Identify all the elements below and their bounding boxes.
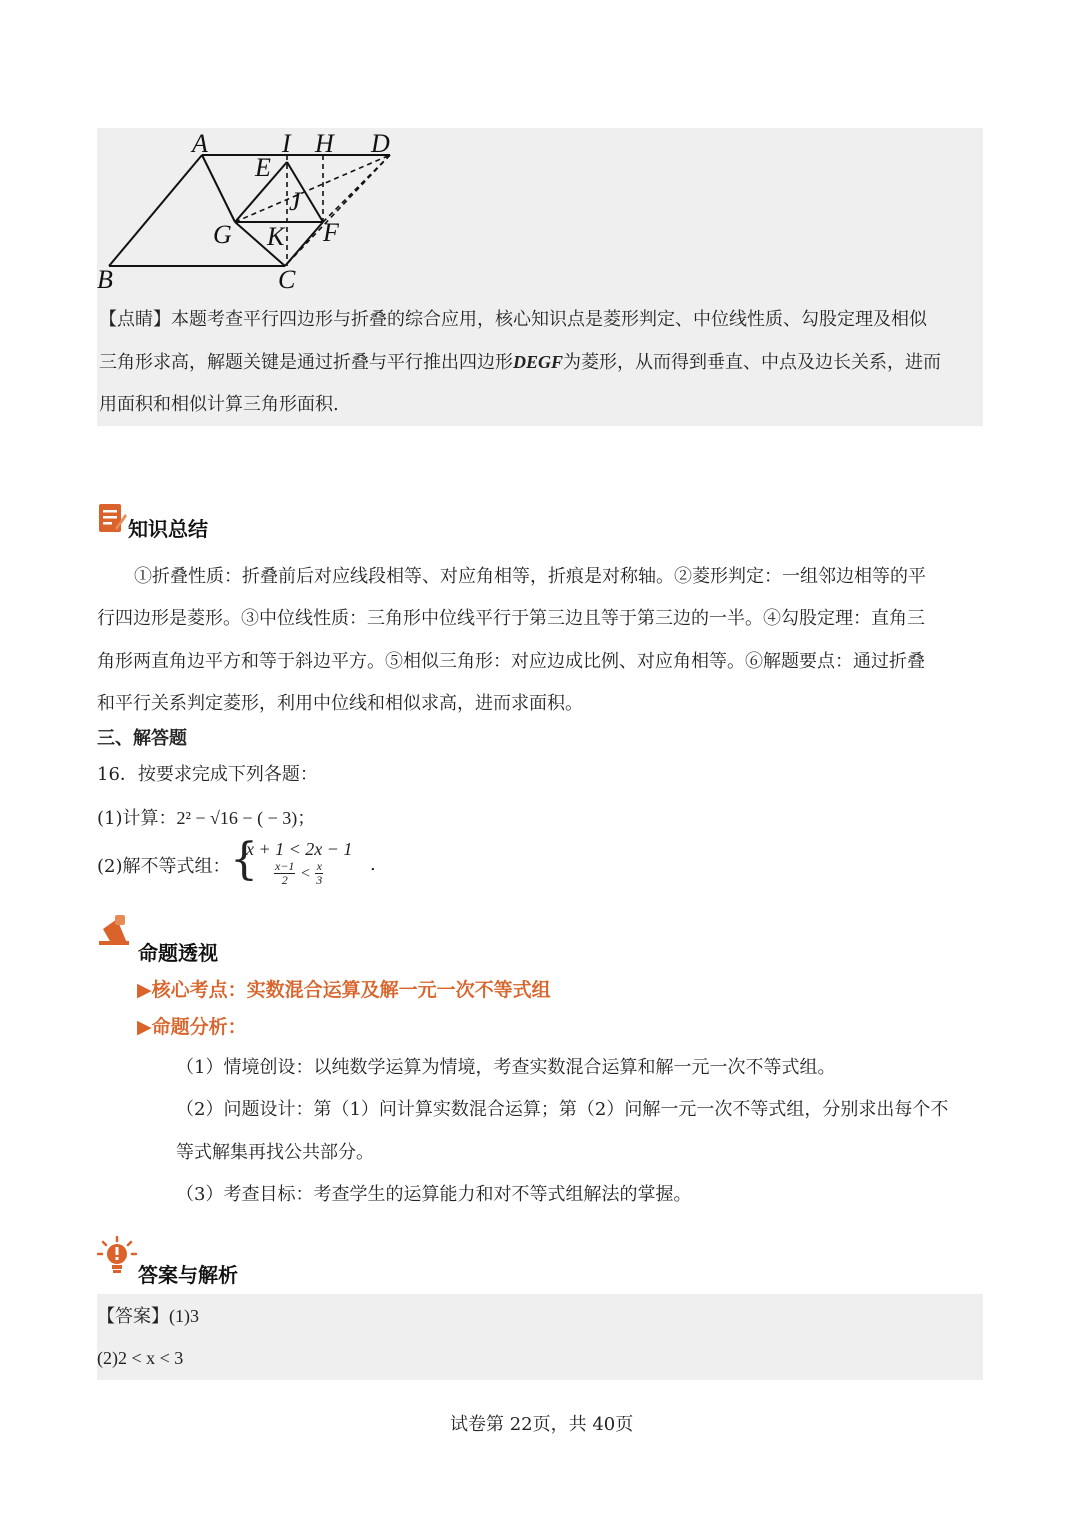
label-C: C: [278, 265, 296, 294]
question-part1: (1)计算：2² − √16 − ( − 3)；: [97, 808, 316, 829]
answer-line-2: (2)2 < x < 3: [97, 1348, 184, 1368]
label-H: H: [315, 129, 334, 158]
inequality-tail: .: [370, 854, 376, 875]
answer-line-1: 【答案】(1)3: [97, 1306, 199, 1327]
triangle-bullet-icon: ▶: [137, 979, 152, 1001]
label-E: E: [255, 153, 271, 182]
question-stem: 16．按要求完成下列各题：: [97, 764, 318, 785]
label-J: J: [289, 187, 301, 216]
knowledge-line-1: ①折叠性质：折叠前后对应线段相等、对应角相等，折痕是对称轴。②菱形判定：一组邻边相等的平: [134, 566, 926, 587]
answer-box: [97, 1294, 983, 1380]
question-part2-prefix: (2)解不等式组：: [97, 856, 231, 877]
lightbulb-icon: [97, 1236, 137, 1276]
part1-expression: 2² − √16 − ( − 3)；: [176, 808, 316, 828]
speaker-icon: [97, 913, 137, 949]
label-B: B: [97, 265, 113, 294]
comment-line-3: 用面积和相似计算三角形面积.: [99, 394, 339, 415]
analysis-label: ▶命题分析：: [137, 1016, 247, 1038]
quad-DEGF: DEGF: [513, 352, 564, 372]
comment-line-2: 三角形求高，解题关键是通过折叠与平行推出四边形DEGF为菱形，从而得到垂直、中点及边长关系，进而: [99, 352, 942, 373]
page-footer: 试卷第 22页，共 40页: [450, 1414, 634, 1435]
label-D: D: [371, 129, 390, 158]
label-A: A: [192, 129, 208, 158]
section-heading: 三、解答题: [97, 728, 187, 749]
analysis-title: 命题透视: [138, 941, 218, 965]
analysis-item-3: （3）考查目标：考查学生的运算能力和对不等式组解法的掌握。: [176, 1184, 692, 1205]
triangle-bullet-icon: ▶: [137, 1016, 152, 1038]
knowledge-line-4: 和平行关系判定菱形，利用中位线和相似求高，进而求面积。: [97, 693, 583, 714]
analysis-item-1: （1）情境创设：以纯数学运算为情境，考查实数混合运算和解一元一次不等式组。: [176, 1057, 836, 1078]
inequality-2: $\frac{x-1}{2}$ < $\frac{x}{3}$: [275, 859, 323, 888]
label-G: G: [213, 220, 232, 249]
knowledge-line-3: 角形两直角边平方和等于斜边平方。⑤相似三角形：对应边成比例、对应角相等。⑥解题要点：通过折叠: [97, 651, 925, 672]
label-K: K: [267, 222, 285, 251]
label-I: I: [282, 129, 291, 158]
inequality-1: x + 1 < 2x − 1: [246, 839, 353, 859]
label-F: F: [323, 218, 339, 247]
comment-line-1: 【点睛】本题考查平行四边形与折叠的综合应用，核心知识点是菱形判定、中位线性质、勾股定理及相似: [99, 309, 927, 330]
notepad-icon: [97, 500, 127, 534]
geometry-figure: [97, 128, 517, 298]
analysis-item-2-line-2: 等式解集再找公共部分。: [176, 1142, 374, 1163]
answer-title: 答案与解析: [138, 1263, 238, 1287]
knowledge-line-2: 行四边形是菱形。③中位线性质：三角形中位线平行于第三边且等于第三边的一半。④勾股定理：直角三: [97, 608, 925, 629]
knowledge-title: 知识总结: [128, 517, 208, 541]
inequality-brace: {: [230, 834, 258, 885]
analysis-item-2-line-1: （2）问题设计：第（1）问计算实数混合运算；第（2）问解一元一次不等式组，分别求出每个不: [176, 1099, 949, 1120]
core-point: ▶核心考点：实数混合运算及解一元一次不等式组: [137, 979, 551, 1001]
